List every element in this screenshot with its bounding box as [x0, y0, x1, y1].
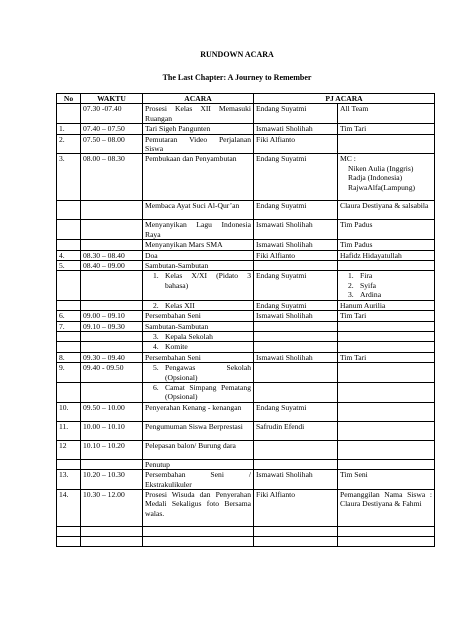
acara-list-item: [145, 342, 251, 351]
header-pj-acara: PJ ACARA: [254, 94, 435, 104]
cell-no: 5.: [57, 261, 81, 271]
cell-pj-name: [254, 261, 338, 271]
cell-pj-role: [338, 154, 435, 201]
cell-pj-role: [338, 526, 435, 536]
acara-text: Pemutaran Video Perjalanan Siswa: [145, 134, 251, 154]
cell-pj-name: [254, 459, 338, 469]
cell-acara: [143, 240, 254, 250]
acara-list-item: [145, 363, 251, 382]
cell-waktu: 07.50 – 08.00: [81, 134, 143, 154]
acara-text: Prosesi Wisuda dan Penyerahan Medali Sekaligus foto Bersama walas.: [145, 489, 251, 518]
acara-list-item: [145, 271, 251, 290]
cell-waktu: [81, 201, 143, 220]
cell-pj-role: [338, 321, 435, 331]
cell-no: [57, 104, 81, 124]
cell-pj-name: Ismawati Sholihah: [254, 124, 338, 134]
cell-waktu: [81, 342, 143, 352]
cell-pj-name: Ismawati Sholihah: [254, 352, 338, 362]
cell-pj-name: Endang Suyatmi: [254, 154, 338, 201]
pj-list-item: [340, 281, 432, 290]
cell-pj-name: Endang Suyatmi: [254, 300, 338, 310]
cell-pj-name: Fiki Alfianto: [254, 250, 338, 260]
cell-waktu: [81, 300, 143, 310]
cell-waktu: 10.30 – 12.00: [81, 489, 143, 526]
cell-no: 6.: [57, 311, 81, 321]
cell-waktu: 07.40 – 07.50: [81, 124, 143, 134]
cell-acara: [143, 421, 254, 440]
cell-no: 4.: [57, 250, 81, 260]
cell-pj-role: [338, 363, 435, 383]
cell-waktu: 08.00 – 08.30: [81, 154, 143, 201]
pj-role-text: Claura Destiyana & salsabila: [340, 201, 429, 211]
cell-waktu: 09.50 – 10.00: [81, 402, 143, 421]
acara-text: Pelepasan balon/ Burung dara: [145, 440, 236, 450]
cell-no: 10.: [57, 402, 81, 421]
cell-pj-role: [338, 440, 435, 459]
table-row: [57, 154, 435, 201]
table-row: [57, 201, 435, 220]
cell-pj-role: [338, 300, 435, 310]
cell-no: [57, 240, 81, 250]
table-header-row: [57, 94, 435, 104]
acara-item-text: Camat Simpang Pematang (Opsional): [165, 382, 251, 402]
acara-text: Doa: [145, 250, 158, 260]
acara-item-text: Komite: [165, 342, 188, 352]
cell-no: [57, 331, 81, 341]
pj-list-item: [340, 290, 432, 299]
cell-pj-role: [338, 402, 435, 421]
cell-waktu: 08.30 – 08.40: [81, 250, 143, 260]
cell-pj-name: Endang Suyatmi: [254, 201, 338, 220]
cell-acara: [143, 271, 254, 300]
rundown-table: [56, 93, 435, 547]
pj-role-text: Tim Padus: [340, 240, 373, 250]
cell-waktu: 09.00 – 09.10: [81, 311, 143, 321]
cell-pj-role: [338, 240, 435, 250]
acara-list-item: [145, 301, 251, 310]
pj-role-text: All Team: [340, 104, 369, 114]
cell-waktu: [81, 331, 143, 341]
cell-pj-role: [338, 124, 435, 134]
pj-role-text: Tim Padus: [340, 220, 373, 230]
cell-pj-role: [338, 104, 435, 124]
cell-waktu: 09.40 - 09.50: [81, 363, 143, 383]
cell-acara: [143, 342, 254, 352]
cell-no: 14.: [57, 489, 81, 526]
mc-name: Niken Aulia (Inggris): [348, 163, 414, 173]
table-row: [57, 321, 435, 331]
cell-no: [57, 342, 81, 352]
cell-acara: [143, 220, 254, 240]
pj-item-text: Ardina: [360, 290, 382, 300]
cell-pj-role: [338, 331, 435, 341]
document-subtitle: The Last Chapter: A Journey to Remember: [162, 73, 312, 82]
acara-text: Sambutan-Sambutan: [145, 261, 209, 271]
cell-pj-role: [338, 220, 435, 240]
cell-pj-role: [338, 382, 435, 402]
cell-pj-name: Endang Suyatmi: [254, 104, 338, 124]
pj-role-text: Hafidz Hidayatullah: [340, 250, 402, 260]
table-row: [57, 470, 435, 490]
acara-text: Membaca Ayat Suci Al-Qur’an: [145, 201, 240, 211]
acara-text: Pembukaan dan Penyambutan: [145, 154, 237, 164]
cell-no: 9.: [57, 363, 81, 383]
cell-waktu: 10.00 – 10.10: [81, 421, 143, 440]
cell-no: 7.: [57, 321, 81, 331]
cell-pj-name: Safrudin Efendi: [254, 421, 338, 440]
cell-pj-role: [338, 271, 435, 300]
cell-pj-name: Fiki Alfianto: [254, 134, 338, 154]
acara-item-number: 6.: [153, 382, 159, 392]
cell-pj-name: [254, 363, 338, 383]
cell-pj-role: [338, 201, 435, 220]
acara-list-item: [145, 383, 251, 402]
pj-item-number: 3.: [348, 290, 354, 300]
cell-acara: [143, 440, 254, 459]
acara-item-number: 4.: [153, 342, 159, 352]
cell-pj-name: Ismawati Sholihah: [254, 311, 338, 321]
cell-waktu: 10.20 – 10.30: [81, 470, 143, 490]
cell-no: 2.: [57, 134, 81, 154]
cell-pj-name: [254, 536, 338, 546]
header-acara: ACARA: [143, 94, 254, 104]
pj-role-text: Tim Tari: [340, 311, 367, 321]
cell-waktu: [81, 459, 143, 469]
cell-acara: [143, 352, 254, 362]
cell-pj-name: [254, 331, 338, 341]
table-row: [57, 363, 435, 383]
document-title: RUNDOWN ACARA: [200, 50, 274, 59]
table-row: [57, 220, 435, 240]
pj-role-text: Pemanggilan Nama Siswa : Claura Destiyana & Fahmi: [340, 489, 432, 509]
cell-acara: [143, 311, 254, 321]
acara-item-text: Pengawas Sekolah (Opsional): [165, 363, 251, 382]
cell-waktu: 08.40 – 09.00: [81, 261, 143, 271]
table-row: [57, 382, 435, 402]
cell-pj-name: Endang Suyatmi: [254, 271, 338, 300]
cell-no: 12: [57, 440, 81, 459]
cell-pj-name: Fiki Alfianto: [254, 489, 338, 526]
table-row: [57, 342, 435, 352]
cell-acara: [143, 261, 254, 271]
cell-no: [57, 201, 81, 220]
cell-pj-role: [338, 261, 435, 271]
cell-waktu: 09.30 – 09.40: [81, 352, 143, 362]
pj-role-text: Hanum Aurilia: [340, 300, 386, 310]
cell-pj-name: Ismawati Sholihah: [254, 220, 338, 240]
acara-text: Persembahan Seni: [145, 352, 201, 362]
cell-pj-role: [338, 470, 435, 490]
cell-pj-name: Ismawati Sholihah: [254, 240, 338, 250]
acara-list-item: [145, 332, 251, 341]
acara-text: Prosesi Kelas XII Memasuki Ruangan: [145, 104, 251, 123]
acara-item-number: 2.: [153, 300, 159, 310]
cell-acara: [143, 382, 254, 402]
table-row: [57, 240, 435, 250]
cell-pj-role: [338, 342, 435, 352]
acara-text: Tari Sigeh Pangunten: [145, 124, 211, 134]
cell-pj-role: [338, 250, 435, 260]
cell-pj-role: [338, 311, 435, 321]
table-row: [57, 352, 435, 362]
cell-acara: [143, 526, 254, 536]
table-row: [57, 271, 435, 300]
table-row: [57, 311, 435, 321]
cell-no: [57, 459, 81, 469]
cell-pj-role: [338, 421, 435, 440]
acara-text: Menyanyikan Mars SMA: [145, 240, 223, 250]
table-row: [57, 134, 435, 154]
acara-text: Penyerahan Kenang - kenangan: [145, 402, 242, 412]
table-row: [57, 124, 435, 134]
acara-text: Sambutan-Sambutan: [145, 321, 209, 331]
acara-item-number: 5.: [153, 363, 159, 373]
cell-acara: [143, 321, 254, 331]
cell-no: 1.: [57, 124, 81, 134]
pj-role-text: Tim Seni: [340, 470, 368, 480]
header-waktu: WAKTU: [81, 94, 143, 104]
cell-acara: [143, 134, 254, 154]
cell-pj-name: Ismawati Sholihah: [254, 470, 338, 490]
cell-waktu: [81, 382, 143, 402]
cell-pj-name: [254, 342, 338, 352]
table-row: [57, 331, 435, 341]
cell-pj-name: [254, 440, 338, 459]
acara-item-number: 1.: [153, 271, 159, 281]
table-row: [57, 536, 435, 546]
table-row: [57, 489, 435, 526]
cell-pj-role: [338, 536, 435, 546]
cell-acara: [143, 489, 254, 526]
table-row: [57, 459, 435, 469]
acara-text: Menyanyikan Lagu Indonesia Raya: [145, 220, 251, 239]
cell-no: 8.: [57, 352, 81, 362]
cell-no: 13.: [57, 470, 81, 490]
acara-text: Persembahan Seni: [145, 311, 201, 321]
cell-no: [57, 382, 81, 402]
cell-pj-name: [254, 382, 338, 402]
cell-pj-role: [338, 459, 435, 469]
pj-item-text: Fira: [360, 271, 373, 281]
acara-item-number: 3.: [153, 331, 159, 341]
table-row: [57, 402, 435, 421]
acara-item-text: Kelas X/XI (Pidato 3 bahasa): [165, 271, 251, 290]
cell-acara: [143, 124, 254, 134]
pj-list-item: [340, 271, 432, 280]
cell-acara: [143, 201, 254, 220]
cell-pj-name: [254, 321, 338, 331]
cell-acara: [143, 331, 254, 341]
acara-text: Pengumuman Siswa Berprestasi: [145, 421, 243, 431]
cell-acara: [143, 250, 254, 260]
cell-no: 11.: [57, 421, 81, 440]
table-row: [57, 104, 435, 124]
pj-item-number: 2.: [348, 280, 354, 290]
cell-pj-name: [254, 526, 338, 536]
cell-acara: [143, 300, 254, 310]
cell-acara: [143, 363, 254, 383]
cell-no: [57, 220, 81, 240]
cell-waktu: [81, 240, 143, 250]
cell-waktu: [81, 271, 143, 300]
acara-text: Penutup: [145, 459, 170, 469]
mc-name: Radja (Indonesia): [348, 173, 403, 183]
cell-waktu: 10.10 – 10.20: [81, 440, 143, 459]
cell-pj-role: [338, 489, 435, 526]
cell-waktu: 07.30 -07.40: [81, 104, 143, 124]
acara-item-text: Kepala Sekolah: [165, 331, 213, 341]
cell-waktu: [81, 526, 143, 536]
cell-waktu: 09.10 – 09.30: [81, 321, 143, 331]
header-no: No: [57, 94, 81, 104]
cell-waktu: [81, 220, 143, 240]
pj-role-text: Tim Tari: [340, 352, 367, 362]
pj-role-text: Tim Tari: [340, 124, 367, 134]
cell-no: [57, 536, 81, 546]
cell-waktu: [81, 536, 143, 546]
cell-no: [57, 526, 81, 536]
table-row: [57, 440, 435, 459]
cell-no: [57, 271, 81, 300]
cell-acara: [143, 459, 254, 469]
acara-item-text: Kelas XII: [165, 300, 195, 310]
pj-item-number: 1.: [348, 271, 354, 281]
cell-acara: [143, 402, 254, 421]
pj-role-text: MC :: [340, 154, 356, 164]
table-row: [57, 250, 435, 260]
table-row: [57, 300, 435, 310]
table-row: [57, 421, 435, 440]
acara-text: Persembahan Seni / Ekstrakulikuler: [145, 470, 251, 489]
cell-no: [57, 300, 81, 310]
cell-pj-name: Endang Suyatmi: [254, 402, 338, 421]
pj-item-text: Syifa: [360, 280, 377, 290]
cell-pj-role: [338, 134, 435, 154]
cell-acara: [143, 536, 254, 546]
table-row: [57, 261, 435, 271]
cell-acara: [143, 470, 254, 490]
mc-name: RajwaAlfa(Lampung): [348, 182, 416, 192]
cell-no: 3.: [57, 154, 81, 201]
cell-pj-role: [338, 352, 435, 362]
table-row: [57, 526, 435, 536]
cell-acara: [143, 154, 254, 201]
cell-acara: [143, 104, 254, 124]
